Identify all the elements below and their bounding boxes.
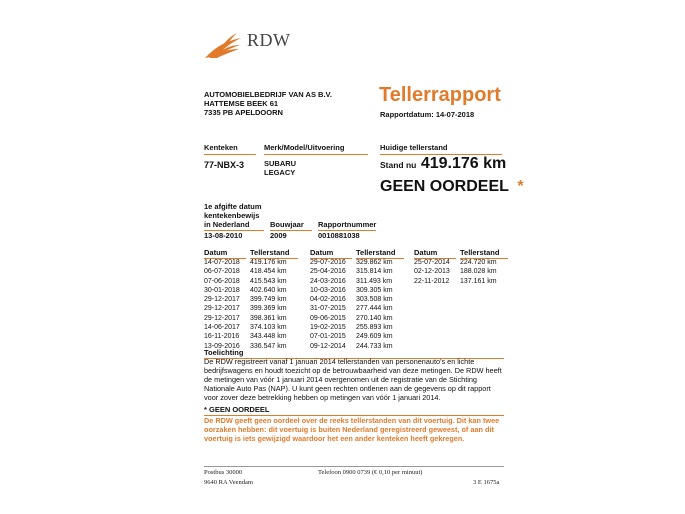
kenteken-value: 77-NBX-3	[204, 160, 245, 170]
history-date: 24-03-2016	[310, 277, 346, 285]
history-date: 16-11-2016	[204, 333, 240, 341]
rapportnummer-label: Rapportnummer	[318, 220, 377, 229]
afgifte-label-3: in Nederland	[204, 220, 264, 231]
company-street: HATTEMSE BEEK 61	[204, 99, 279, 108]
afgifte-label-1: 1e afgifte datum	[204, 202, 262, 211]
history-row	[310, 332, 393, 341]
history-col1	[204, 258, 287, 351]
history-reading: 303.508 km	[356, 296, 393, 304]
history-reading: 374.103 km	[250, 324, 287, 332]
history-reading: 311.493 km	[356, 277, 393, 285]
history-reading: 137.161 km	[460, 277, 497, 285]
verdict-text: GEEN OORDEEL	[380, 178, 509, 195]
history-row	[310, 295, 393, 304]
oordeel-text: De RDW geeft geen oordeel over de reeks tellerstanden van dit voertuig. Dit kan twee oorzaken hebben: dit voertuig is buiten Nederland geregistreerd geweest, of aan dit voertuig is iets gewijzigd waardoor het een ander kenteken heeft gekregen.	[204, 416, 500, 443]
stand-nu-value: 419.176 km	[420, 155, 507, 172]
history-date: 29-07-2016	[310, 259, 346, 266]
oordeel-title: * GEEN OORDEEL	[204, 405, 504, 416]
history-date: 14-07-2018	[204, 259, 240, 266]
history-reading: 336.547 km	[250, 342, 287, 350]
history-reading: 224.720 km	[460, 259, 497, 266]
merk-value	[264, 159, 296, 177]
history-reading: 270.140 km	[356, 314, 393, 322]
history-col3	[414, 258, 497, 286]
history-date: 04-02-2016	[310, 296, 346, 304]
history-row	[310, 314, 393, 323]
history-date: 30-01-2018	[204, 286, 240, 294]
history-date: 10-03-2016	[310, 286, 346, 294]
history-date: 14-06-2017	[204, 324, 240, 332]
col3-datum-header: Datum	[414, 248, 456, 259]
history-date: 22-11-2012	[414, 277, 450, 285]
history-row	[204, 267, 287, 276]
history-reading: 277.444 km	[356, 305, 393, 313]
stand-nu	[380, 155, 506, 173]
history-date: 07-01-2015	[310, 333, 346, 341]
history-date: 29-12-2017	[204, 296, 240, 304]
history-reading: 249.609 km	[356, 333, 393, 341]
history-reading: 415.543 km	[250, 277, 287, 285]
history-row	[310, 277, 393, 286]
history-date: 09-06-2015	[310, 314, 346, 322]
stand-nu-label: Stand nu	[380, 160, 417, 170]
history-date: 31-07-2015	[310, 305, 346, 313]
history-row	[414, 277, 497, 286]
history-row	[310, 304, 393, 313]
history-reading: 419.176 km	[250, 259, 287, 266]
history-date: 19-02-2015	[310, 324, 346, 332]
history-date: 29-12-2017	[204, 305, 240, 313]
history-date: 29-12-2017	[204, 314, 240, 322]
history-row	[204, 286, 287, 295]
history-reading: 255.893 km	[356, 324, 393, 332]
history-reading: 315.814 km	[356, 268, 393, 276]
history-date: 09-12-2014	[310, 342, 346, 350]
rdw-logo	[203, 28, 243, 60]
merk-brand: SUBARU	[264, 159, 297, 168]
page-title: Tellerrapport	[379, 84, 501, 106]
history-reading: 399.749 km	[250, 296, 287, 304]
col1-datum-header: Datum	[204, 248, 246, 259]
verdict	[380, 178, 524, 196]
history-reading: 399.369 km	[250, 305, 287, 313]
footer-code: 3 E 1675a	[473, 479, 500, 486]
afgifte-label	[204, 202, 264, 231]
history-reading: 329.862 km	[356, 259, 393, 266]
company-name: AUTOMOBIELBEDRIJF VAN AS B.V.	[204, 90, 332, 99]
history-row	[204, 277, 287, 286]
toelichting-header: Toelichting	[204, 348, 504, 359]
footer-postbus: Postbus 30000	[204, 469, 243, 476]
history-reading: 244.733 km	[356, 342, 393, 350]
history-date: 25-04-2016	[310, 268, 346, 276]
col2-teller-header: Tellerstand	[356, 248, 404, 259]
history-date: 02-12-2013	[414, 268, 450, 276]
afgifte-label-2: kentekenbewijs	[204, 211, 260, 220]
afgifte-value: 13-08-2010	[204, 231, 243, 240]
history-row	[310, 323, 393, 332]
history-date: 06-07-2018	[204, 268, 240, 276]
footer-divider	[204, 466, 504, 467]
history-row	[414, 258, 497, 267]
verdict-asterisk: *	[517, 178, 524, 195]
history-row	[204, 295, 287, 304]
history-row	[204, 323, 287, 332]
history-row	[204, 314, 287, 323]
history-reading: 343.448 km	[250, 333, 287, 341]
history-date: 13-09-2016	[204, 342, 240, 350]
history-reading: 309.305 km	[356, 286, 393, 294]
rapportnummer-value: 0010881038	[318, 231, 360, 240]
history-row	[310, 267, 393, 276]
col3-teller-header: Tellerstand	[460, 248, 508, 259]
history-row	[414, 267, 497, 276]
history-reading: 418.454 km	[250, 268, 287, 276]
merk-label: Merk/Model/Uitvoering	[264, 143, 368, 155]
footer-plaats: 9640 RA Veendam	[204, 479, 253, 486]
history-row	[204, 304, 287, 313]
bouwjaar-value: 2009	[270, 231, 287, 240]
history-date: 07-06-2018	[204, 277, 240, 285]
history-reading: 188.028 km	[460, 268, 497, 276]
col1-teller-header: Tellerstand	[250, 248, 298, 259]
history-col2	[310, 258, 393, 351]
report-date: Rapportdatum: 14-07-2018	[380, 110, 475, 119]
history-row	[204, 258, 287, 267]
bouwjaar-label: Bouwjaar	[270, 220, 312, 231]
history-row	[310, 286, 393, 295]
rdw-wing-icon	[203, 28, 243, 60]
history-reading: 398.361 km	[250, 314, 287, 322]
col2-datum-header: Datum	[310, 248, 352, 259]
history-row	[204, 332, 287, 341]
company-city: 7335 PB APELDOORN	[204, 108, 283, 117]
history-reading: 402.640 km	[250, 286, 287, 294]
history-date: 25-07-2014	[414, 259, 450, 266]
huidige-label: Huidige tellerstand	[380, 143, 502, 155]
history-row	[310, 258, 393, 267]
merk-model: LEGACY	[264, 168, 296, 177]
logo-text: RDW	[247, 30, 291, 50]
footer-telefoon: Telefoon 0900 0739 (€ 0,10 per minuut)	[318, 469, 423, 476]
toelichting-text: De RDW registreert vanaf 1 januari 2014 tellerstanden van personenauto's en lichte bedrijfswagens en houdt toezicht op de betrouwbaarheid van deze metingen. De RDW heeft de metingen van vóór 1 januari 2014 overgenomen uit de registratie van de Stichting Nationale Auto Pas (NAP). U kunt geen rechten ontlenen aan de gegevens op dit rapport voor zover deze betrekking hebben op metingen van vóór 1 januari 2014.	[204, 357, 502, 402]
company-address	[204, 90, 332, 117]
kenteken-label: Kenteken	[204, 143, 256, 155]
